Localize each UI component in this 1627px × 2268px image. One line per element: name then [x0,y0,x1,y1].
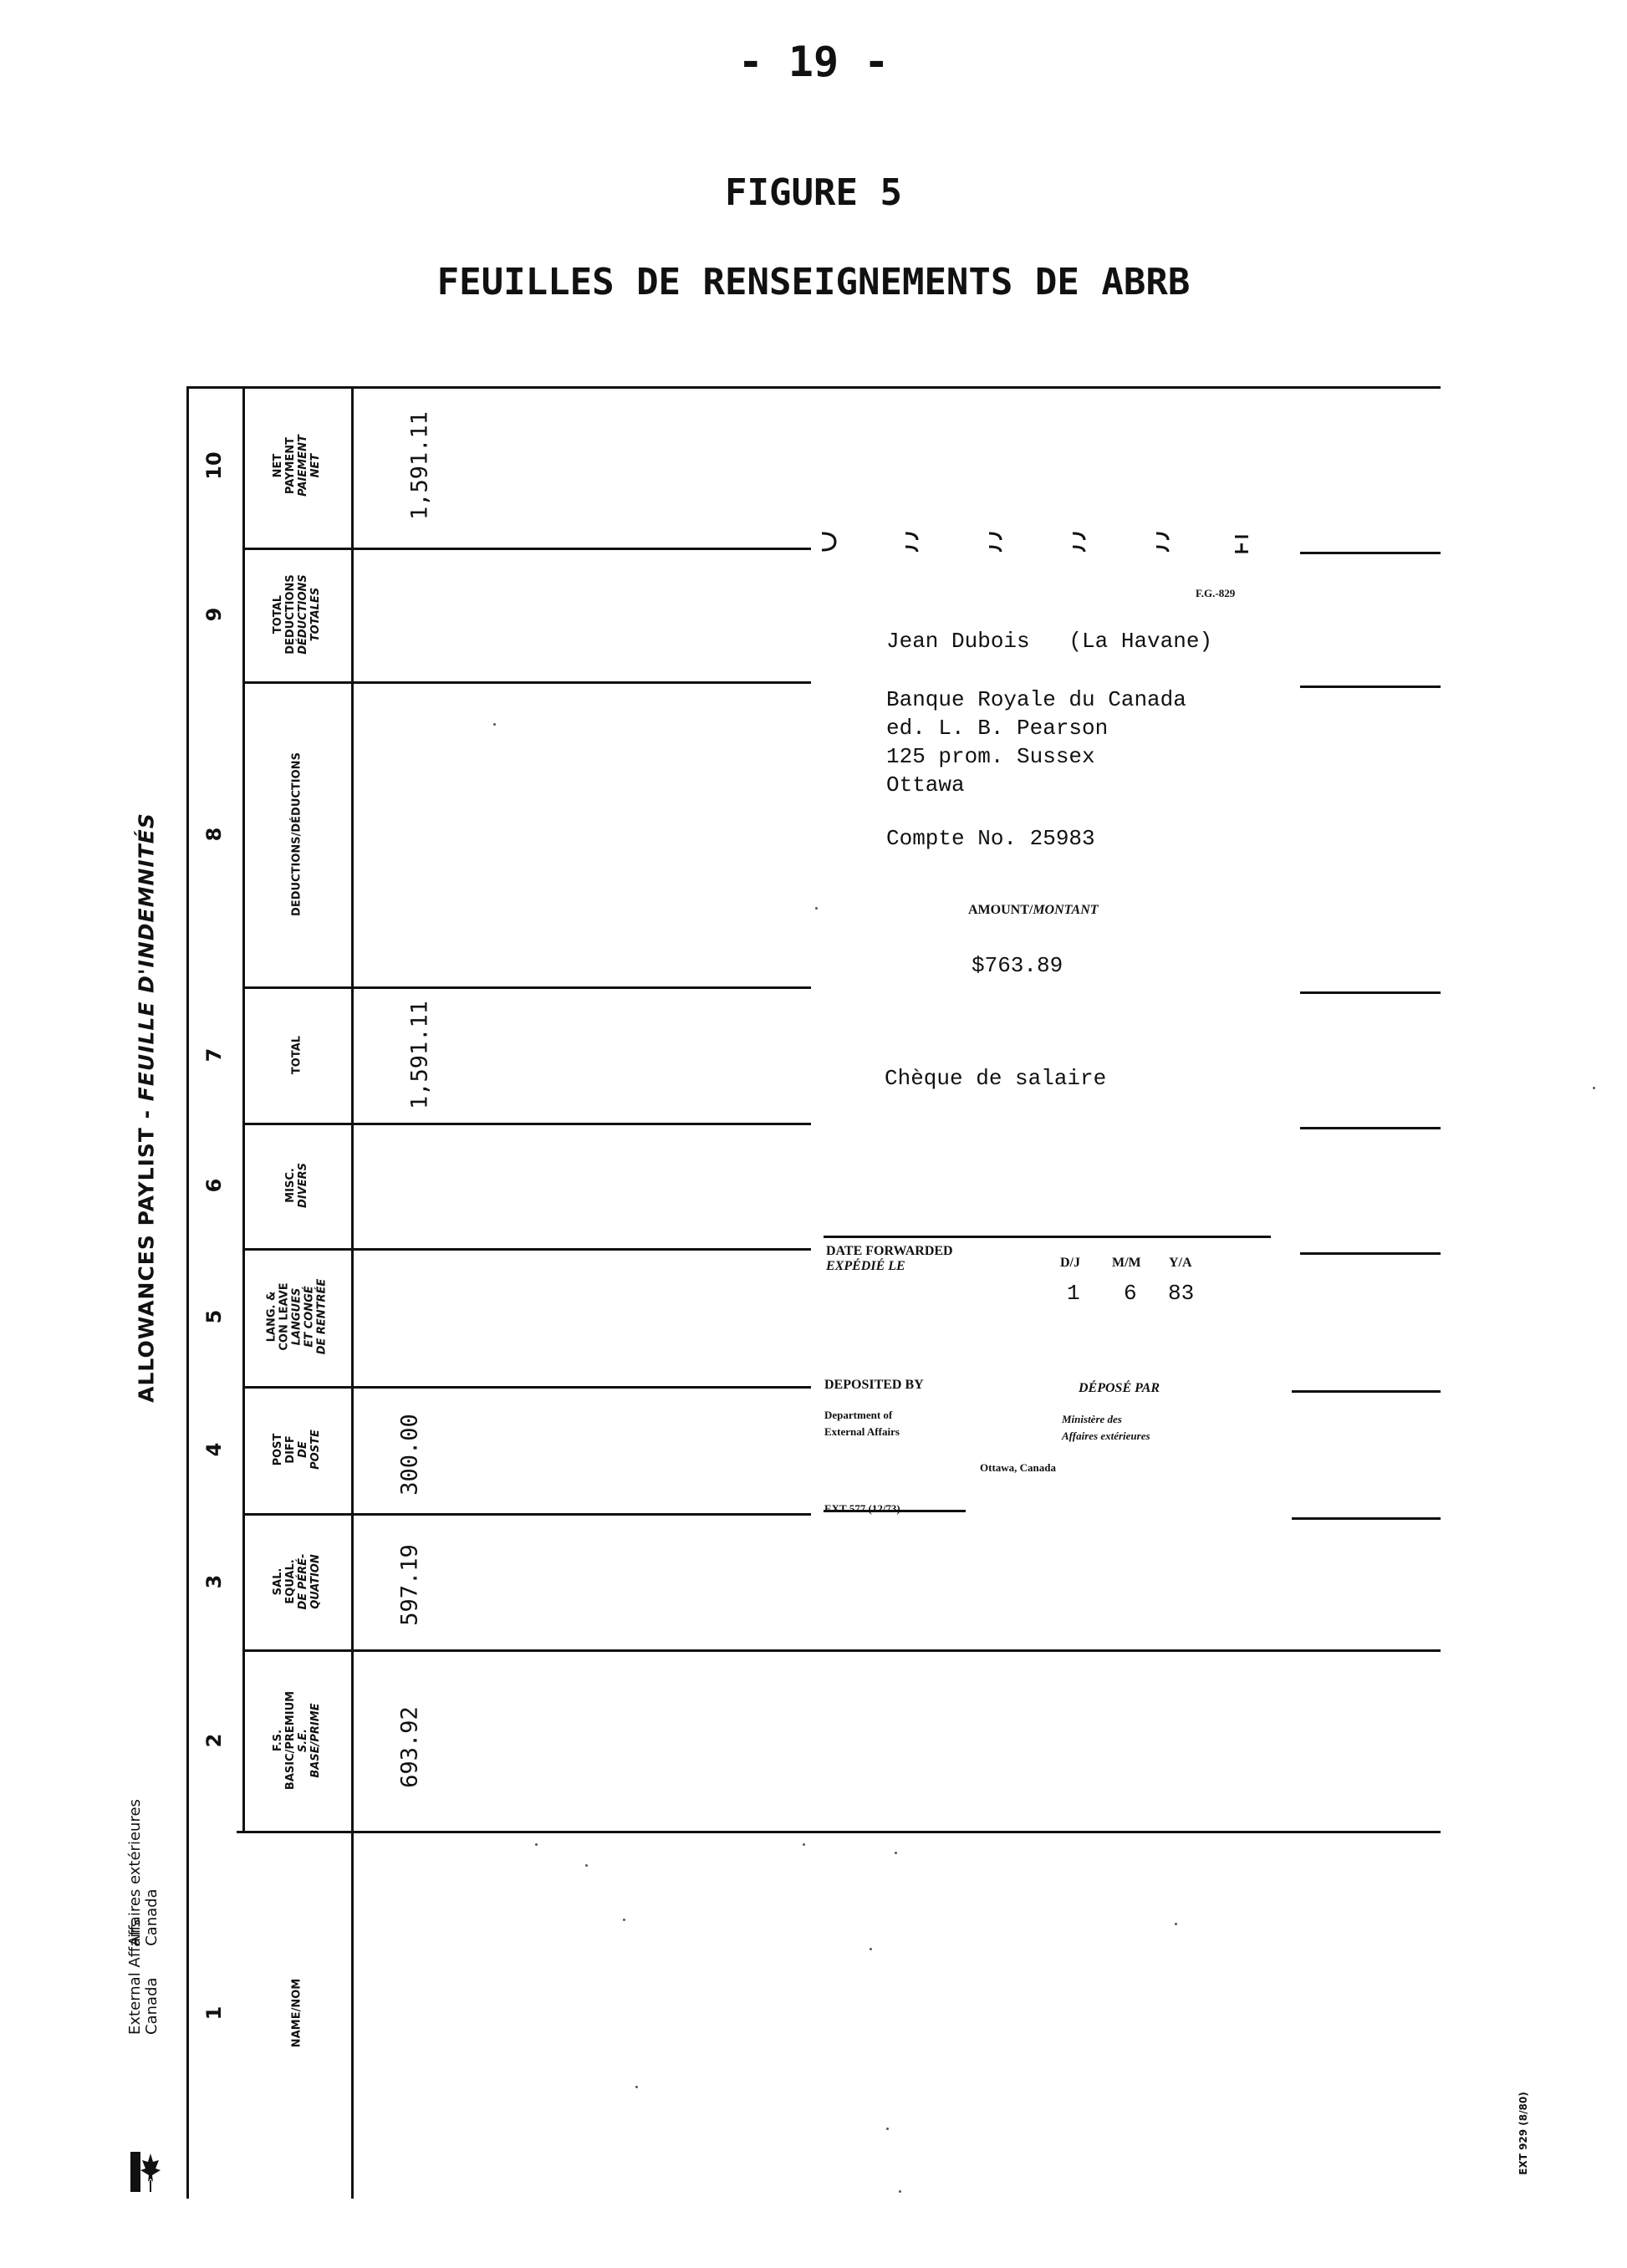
row-line-4-3 [242,1513,811,1516]
form-top-border [186,386,1441,389]
payee-name: Jean Dubois (La Havane) [886,629,1213,654]
col-number-8: 8 [202,827,226,842]
date-head-year: Y/A [1169,1256,1192,1270]
deposited-by-label: DEPOSITED BY [824,1378,924,1392]
col-number-9: 9 [202,607,226,622]
department-english: Department of External Affairs [824,1409,900,1438]
row-line-10-9-right [1300,552,1441,554]
row-line-8-7-right [1300,991,1441,994]
date-head-month: M/M [1112,1256,1141,1270]
row-line-6-5 [242,1248,811,1251]
form-code: EXT 929 (8/80) [1517,2092,1529,2175]
col-number-2: 2 [202,1733,226,1748]
row-line-7-6-right [1300,1127,1441,1129]
figure-title: FIGURE 5 [725,171,902,214]
row-line-8-7 [242,986,811,989]
row-line-2-1 [237,1831,1441,1833]
value-net-payment: 1,591.11 [406,410,433,521]
row-line-10-9 [242,548,811,550]
row-line-5-4 [242,1386,811,1389]
memo: Chèque de salaire [885,1066,1107,1091]
col-header-deductions: DEDUCTIONS/DÉDUCTIONS [290,752,303,916]
row-line-9-8 [242,681,811,684]
col-number-7: 7 [202,1047,226,1063]
col-header-net-payment: NET PAYMENT PAIEMENT NET [272,435,322,497]
col-header-sal-equal: SAL. EQUAL. DE PÉRÉ- QUATION [272,1553,322,1610]
col-header-total-deductions: TOTAL DEDUCTIONS DÉDUCTIONS TOTALES [272,574,322,655]
form-left-border [186,386,189,2199]
value-fs-basic: 693.92 [396,1706,423,1788]
date-year: 83 [1168,1281,1195,1306]
date-forwarded-label: DATE FORWARDED EXPÉDIÉ LE [826,1244,953,1273]
bank-address: Banque Royale du Canada ed. L. B. Pearson 125 prom. Sussex Ottawa [886,687,1186,798]
number-strip-divider [242,386,245,1832]
stub-code: EXT 577 (12/73) [824,1502,900,1515]
amount-value: $763.89 [972,953,1063,978]
col-header-lang-leave: LANG. & CON LEAVE LANGUES ET CONGÉ DE RENTRÉE [265,1278,329,1355]
row-line-7-6 [242,1123,811,1125]
col-number-4: 4 [202,1442,226,1457]
value-post-diff: 300.00 [396,1414,423,1496]
header-strip-divider [351,386,354,2199]
form-title: ALLOWANCES PAYLIST - FEUILLE D'INDEMNITÉS [134,813,159,1403]
col-number-3: 3 [202,1574,226,1589]
value-sal-equal: 597.19 [396,1544,423,1626]
agency-english: External Affairs Canada [126,1919,161,2035]
col-header-fs-basic: F.S. BASIC/PREMIUM S.E. BASE/PRIME [272,1690,322,1791]
depose-par-label: DÉPOSÉ PAR [1079,1381,1160,1395]
date-month: 6 [1124,1281,1137,1306]
row-line-5-4-right [1292,1390,1441,1393]
page-number: - 19 - [737,38,890,86]
col-number-10: 10 [202,451,226,480]
canada-flag-icon [127,2148,162,2195]
perforation-marks [815,527,1283,560]
amount-label: AMOUNT/MONTANT [968,903,1099,917]
date-head-day: D/J [1060,1256,1080,1270]
row-line-9-8-right [1300,685,1441,688]
account-number: Compte No. 25983 [886,826,1095,851]
col-number-1: 1 [202,2006,226,2021]
date-rule [824,1236,1271,1238]
stub-form-ref: F.G.-829 [1196,587,1236,599]
col-number-6: 6 [202,1178,226,1193]
row-line-6-5-right [1300,1252,1441,1255]
row-line-4-3-right [1292,1517,1441,1520]
department-french: Ministère des Affaires extérieures [1062,1413,1150,1442]
col-number-5: 5 [202,1309,226,1324]
col-header-total: TOTAL [290,1035,303,1075]
date-day: 1 [1067,1281,1080,1306]
figure-subtitle: FEUILLES DE RENSEIGNEMENTS DE ABRB [436,261,1191,303]
col-header-post-diff: POST DIFF DE POSTE [272,1430,322,1470]
col-header-name: NAME/NOM [290,1978,303,2048]
agency-french: Affaires extérieures Canada [126,1799,161,1946]
col-header-misc: MISC. DIVERS [284,1163,309,1208]
value-total: 1,591.11 [406,1000,433,1110]
row-line-3-2 [242,1649,1441,1652]
location: Ottawa, Canada [980,1461,1057,1474]
